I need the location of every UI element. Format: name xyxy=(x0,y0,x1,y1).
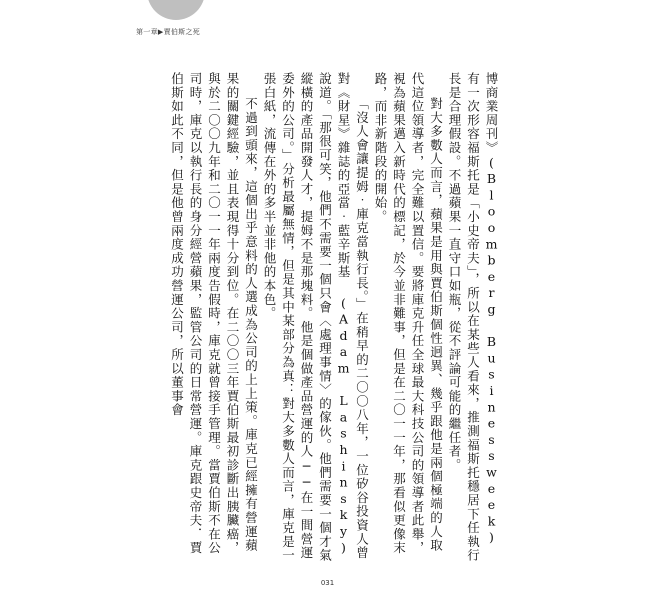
chapter-tab-circle xyxy=(147,0,205,20)
paragraph-1: 博商業周刊》(Bloomberg Businessweek) 有一次形容福斯托是「小史帝夫」，所以在某些人看來，推測福斯托穩居下任執行長是合理假設。不過蘋果一直守口如瓶，從不評論可能的繼任者。 xyxy=(447,72,499,563)
body-text xyxy=(168,72,500,566)
paragraph-2: 對大多數人而言，蘋果是用與賈伯斯個性迥異、幾乎跟他是兩個極端的人取代這位領導者，完全難以置信。要將庫克升任全球最大科技公司的領導者此舉，視為蘋果邁入新時代的標記，於今並非難事，但是在二〇一一年，那看似更像末路，而非新階段的開始。 xyxy=(373,72,444,555)
paragraph-3: 「沒人會讓提姆‧庫克當執行長。」在稍早的二〇〇八年，一位矽谷投資人曾對《財星》雜誌的亞當‧藍辛斯基 (Adam Lashinsky) 說道。「那很可笑，他們不需要一個只會〈處理事情〉的傢伙。他們需要一個才氣縱橫的產品開發人才，提姆不是那塊料。他是個做產品營運的人──在一間營運委外的公司。」分析最屬無情，但是其中某部分為真：對大多數人而言，庫克是一張白紙，流傳在外的多半並非他的本色。 xyxy=(262,72,370,563)
running-header: 第一章▶賈伯斯之死 xyxy=(136,28,201,36)
paragraph-4: 不過到頭來，這個出乎意料的人選成為公司的上上策。庫克已經擁有營運蘋果的關鍵經驗，並且表現得十分到位。在二〇〇三年賈伯斯最初診斷出胰臟癌，與於二〇〇九年和二〇一一年兩度告假時，庫克就曾接手管理。當賈伯斯不在公司時，庫克以執行長的身分經營蘋果，監管公司的日常營運。庫克跟史帝夫．賈伯斯如此不同，但是他曾兩度成功營運公司，所以董事會 xyxy=(169,72,259,555)
page-number: 031 xyxy=(320,579,335,587)
